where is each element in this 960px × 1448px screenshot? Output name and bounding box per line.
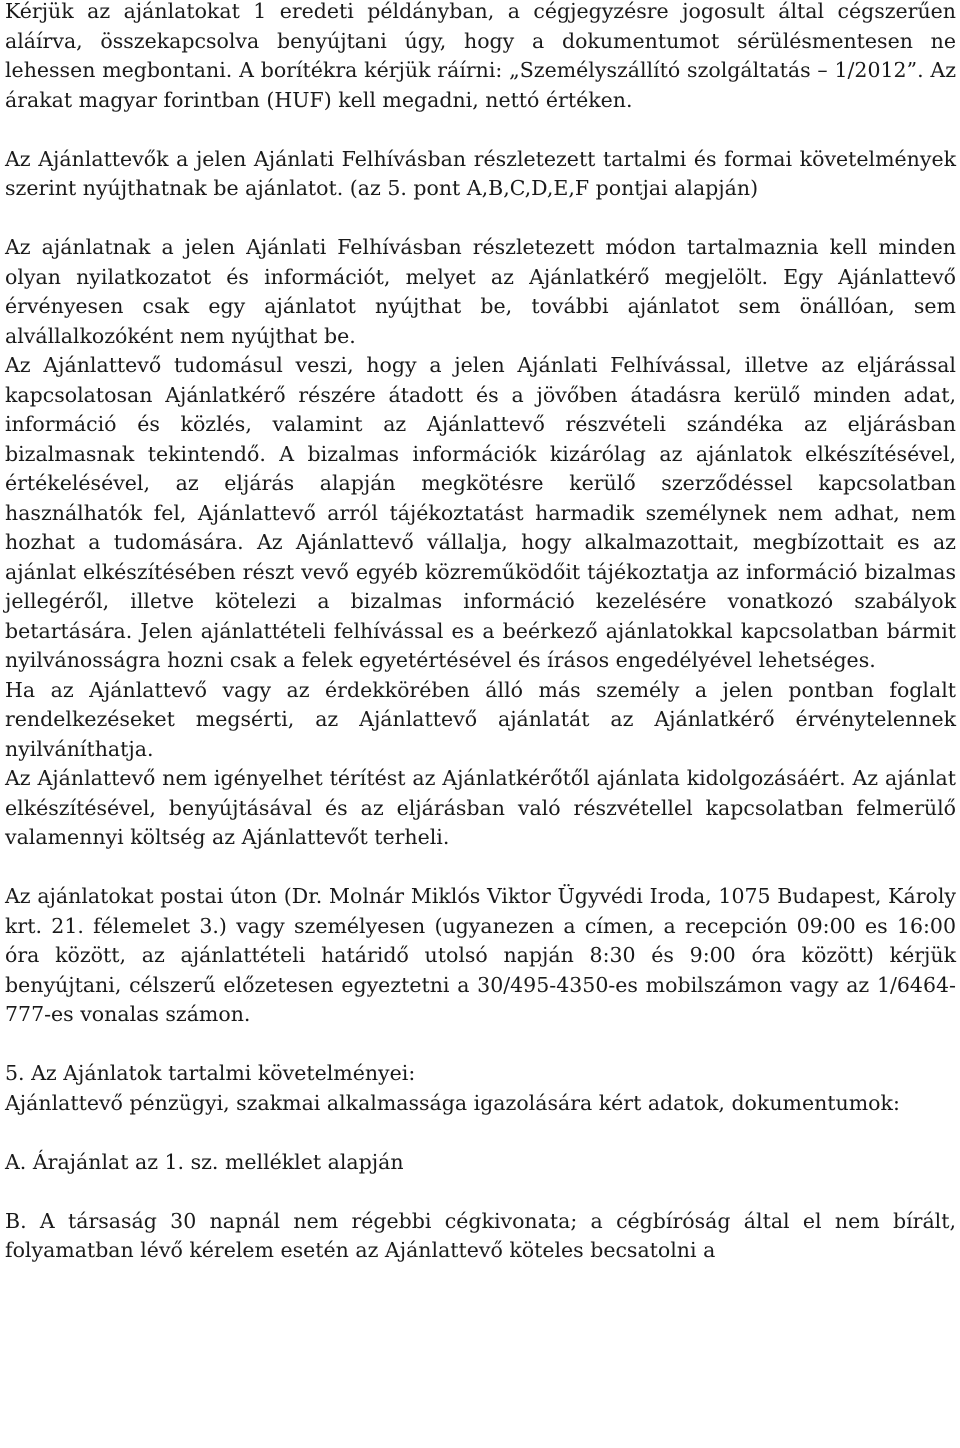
paragraph-documents-intro: Ajánlattevő pénzügyi, szakmai alkalmassága igazolására kért adatok, dokumentumok:: [5, 1090, 900, 1115]
paragraph-confidentiality: Az Ajánlattevő tudomásul veszi, hogy a jelen Ajánlati Felhívással, illetve az eljárással kapcsolatosan Ajánlatkérő részére átadott és a jövőben átadásra kerülő minden adat, információ és közlés, valamint az Ajánlattevő részvételi szándéka az eljárásban bizalmasnak tekintendő. A bizalmas információk kizárólag az ajánlatok elkészítésével, értékelésével, az eljárás alapján megkötésre kerülő szerződéssel kapcsolatban használhatók fel, Ajánlattevő arról tájékoztatást harmadik személynek nem adhat, nem hozhat a tudomására. Az Ajánlattevő vállalja, hogy alkalmazottait, megbízottait es az ajánlat elkészítésében részt vevő egyéb közreműködőit tájékoztatja az információ bizalmas jellegéről, illetve kötelezi a bizalmas információ kezelésére vonatkozó szabályok betartására. Jelen ajánlattételi felhívással es a beérkező ajánlatokkal kapcsolatban bármit nyilvánosságra hozni csak a felek egyetértésével és írásos engedélyével lehetséges.: [5, 353, 956, 672]
section-heading: 5. Az Ajánlatok tartalmi követelményei:: [5, 1061, 416, 1085]
list-item-a: A. Árajánlat az 1. sz. melléklet alapján: [5, 1149, 404, 1174]
paragraph-violation: Ha az Ajánlattevő vagy az érdekkörében álló más személy a jelen pontban foglalt rendelkezéseket megsérti, az Ajánlattevő ajánlatát az Ajánlatkérő érvénytelennek nyilváníthatja.: [5, 677, 956, 761]
paragraph-submission-instructions: Kérjük az ajánlatokat 1 eredeti példányban, a cégjegyzésre jogosult által cégszerűen aláírva, összekapcsolva benyújtani úgy, hogy a dokumentumot sérülésmentesen ne lehessen megbontani. A borítékra kérjük ráírni: „Személyszállító szolgáltatás – 1/2012”. Az árakat magyar forintban (HUF) kell megadni, nettó értéken.: [5, 0, 956, 112]
paragraph-delivery: Az ajánlatokat postai úton (Dr. Molnár Miklós Viktor Ügyvédi Iroda, 1075 Budapest, Károly krt. 21. félemelet 3.) vagy személyesen (ugyanezen a címen, a recepción 09:00 es 16:00 óra között, az ajánlattételi határidő utolsó napján 8:30 és 9:00 óra között) kérjük benyújtani, célszerű előzetesen egyeztetni a 30/495-4350-es mobilszámon vagy az 1/6464-777-es vonalas számon.: [5, 884, 956, 1026]
paragraph-requirements: Az Ajánlattevők a jelen Ajánlati Felhívásban részletezett tartalmi és formai követelmények szerint nyújthatnak be ajánlatot. (az 5. pont A,B,C,D,E,F pontjai alapján): [5, 146, 956, 200]
paragraph-costs: Az Ajánlattevő nem igényelhet térítést az Ajánlatkérőtől ajánlata kidolgozásáért. Az ajánlat elkészítésével, benyújtásával és az eljárásban való részvétellel kapcsolatban felmerülő valamennyi költség az Ajánlattevőt terheli.: [5, 766, 956, 849]
paragraph-declarations: Az ajánlatnak a jelen Ajánlati Felhívásban részletezett módon tartalmaznia kell minden olyan nyilatkozatot és információt, melyet az Ajánlatkérő megjelölt. Egy Ajánlattevő érvényesen csak egy ajánlatot nyújthat be, további ajánlatot sem önállóan, sem alvállalkozóként nem nyújthat be.: [5, 235, 956, 348]
list-item-b: B. A társaság 30 napnál nem régebbi cégkivonata; a cégbíróság által el nem bírált, folyamatban lévő kérelem esetén az Ajánlattevő köteles becsatolni a: [5, 1208, 956, 1262]
document-page: [5, 0, 956, 1266]
